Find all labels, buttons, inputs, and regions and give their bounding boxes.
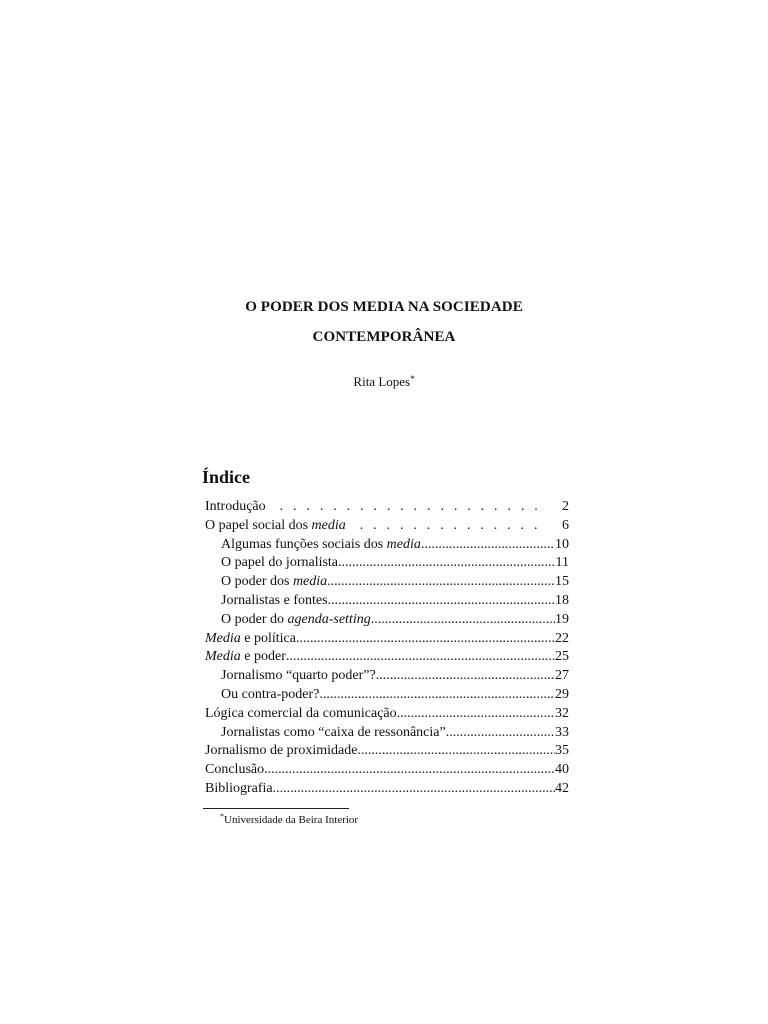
toc-dot-leader xyxy=(296,630,555,649)
toc-entry-page-number: 33 xyxy=(555,724,569,740)
toc-entry-page-number: 18 xyxy=(555,592,569,608)
toc-entry-title xyxy=(221,686,319,705)
toc-entry-title-text: Ou contra-poder? xyxy=(221,686,320,702)
toc-entry-page-number: 15 xyxy=(555,574,569,590)
toc-dot-leader xyxy=(327,573,555,592)
toc-entry-page-number: 2 xyxy=(562,499,569,514)
document-title-line-1: O PODER DOS MEDIA NA SOCIEDADE xyxy=(245,299,523,315)
toc-entry xyxy=(205,517,569,536)
toc-entry xyxy=(205,686,569,705)
toc-entry-page-number: 27 xyxy=(555,668,569,684)
toc-entry-title xyxy=(205,705,397,724)
toc-entry-title-italic: media xyxy=(292,574,328,590)
table-of-contents xyxy=(205,498,569,799)
toc-dot-leader xyxy=(376,667,555,686)
toc-entry-title-italic: media xyxy=(311,517,346,533)
toc-dot-leader xyxy=(357,742,555,761)
toc-entry-title-italic: media xyxy=(386,536,421,552)
toc-entry-title-text: Bibliografia xyxy=(205,780,273,796)
toc-entry xyxy=(205,761,569,780)
author-name: Rita Lopes xyxy=(353,374,411,389)
toc-entry xyxy=(205,780,569,799)
toc-entry-title-text: Introdução xyxy=(205,499,266,514)
toc-dot-leader xyxy=(286,648,555,667)
toc-dot-leader xyxy=(319,686,555,705)
toc-entry xyxy=(205,630,569,649)
toc-entry-title xyxy=(221,536,421,555)
toc-entry xyxy=(205,536,569,555)
toc-entry-title xyxy=(221,573,327,592)
toc-entry-page-number: 19 xyxy=(555,611,569,627)
footnote-text: Universidade da Beira Interior xyxy=(224,814,359,826)
toc-entry xyxy=(205,592,569,611)
toc-entry-page-number: 6 xyxy=(562,517,569,533)
toc-entry-title-text: O poder dos xyxy=(221,574,293,590)
author-footnote-mark: * xyxy=(410,374,415,384)
toc-entry xyxy=(205,498,569,517)
toc-entry-page-number: 29 xyxy=(555,686,569,702)
toc-entry xyxy=(205,705,569,724)
toc-entry-title-italic: agenda-setting xyxy=(287,611,371,627)
toc-entry-page-number: 11 xyxy=(555,555,569,571)
toc-entry xyxy=(205,648,569,667)
index-heading: Índice xyxy=(202,467,251,487)
toc-entry-page-number: 25 xyxy=(555,649,569,665)
toc-dot-leader xyxy=(264,761,555,780)
footnote xyxy=(220,812,358,826)
toc-entry-title-text: O papel do jornalista xyxy=(221,555,339,571)
toc-dot-leader xyxy=(328,592,555,611)
toc-entry-page-number: 22 xyxy=(555,630,569,646)
toc-entry-title-text: Algumas funções sociais dos xyxy=(221,536,387,552)
toc-entry-title-text: Conclusão xyxy=(205,762,265,778)
toc-dot-leader xyxy=(266,498,541,517)
toc-entry-page-number: 35 xyxy=(555,743,569,759)
toc-dot-leader xyxy=(346,517,541,536)
toc-entry xyxy=(205,611,569,630)
toc-entry-title-italic: Media xyxy=(205,630,241,646)
toc-entry-title xyxy=(205,517,346,536)
toc-entry-title-text: Jornalistas como “caixa de ressonância” xyxy=(221,724,446,740)
toc-entry-title-text: O papel social dos xyxy=(205,517,312,533)
toc-entry xyxy=(205,724,569,743)
toc-entry-title xyxy=(221,724,446,743)
toc-entry-title-text: Jornalismo de proximidade xyxy=(205,743,358,759)
toc-entry-title-italic: Media xyxy=(205,649,241,665)
footnote-mark: * xyxy=(220,812,224,821)
toc-entry-title xyxy=(205,742,357,761)
toc-entry-title xyxy=(205,648,286,667)
toc-entry-page-number: 10 xyxy=(555,536,569,552)
toc-entry-title-text: Jornalismo “quarto poder”? xyxy=(221,668,376,684)
toc-dot-leader xyxy=(371,611,555,630)
toc-entry-title xyxy=(205,761,264,780)
toc-dot-leader xyxy=(338,554,555,573)
toc-entry-title-text: e poder xyxy=(240,649,286,665)
toc-entry-title xyxy=(205,630,296,649)
toc-entry xyxy=(205,667,569,686)
toc-entry xyxy=(205,554,569,573)
author-line xyxy=(0,374,768,390)
toc-entry-title xyxy=(221,554,338,573)
toc-entry-title-text: e política xyxy=(240,630,296,646)
document-title-line-2: CONTEMPORÂNEA xyxy=(312,329,456,345)
toc-dot-leader xyxy=(421,536,555,555)
toc-entry-title-text: O poder do xyxy=(221,611,288,627)
toc-entry-page-number: 40 xyxy=(555,762,569,778)
toc-entry-title-text: Lógica comercial da comunicação xyxy=(205,705,397,721)
toc-entry xyxy=(205,742,569,761)
toc-dot-leader xyxy=(273,780,555,799)
footnote-divider xyxy=(203,808,349,809)
toc-entry-title xyxy=(221,611,371,630)
toc-dot-leader xyxy=(397,705,555,724)
toc-entry-page-number: 42 xyxy=(555,780,569,796)
toc-entry-title-text: Jornalistas e fontes xyxy=(221,592,328,608)
toc-entry-title xyxy=(221,667,376,686)
toc-entry-title xyxy=(205,498,266,517)
toc-entry xyxy=(205,573,569,592)
toc-entry-title xyxy=(221,592,328,611)
toc-entry-page-number: 32 xyxy=(555,705,569,721)
toc-entry-title xyxy=(205,780,273,799)
toc-dot-leader xyxy=(446,724,555,743)
